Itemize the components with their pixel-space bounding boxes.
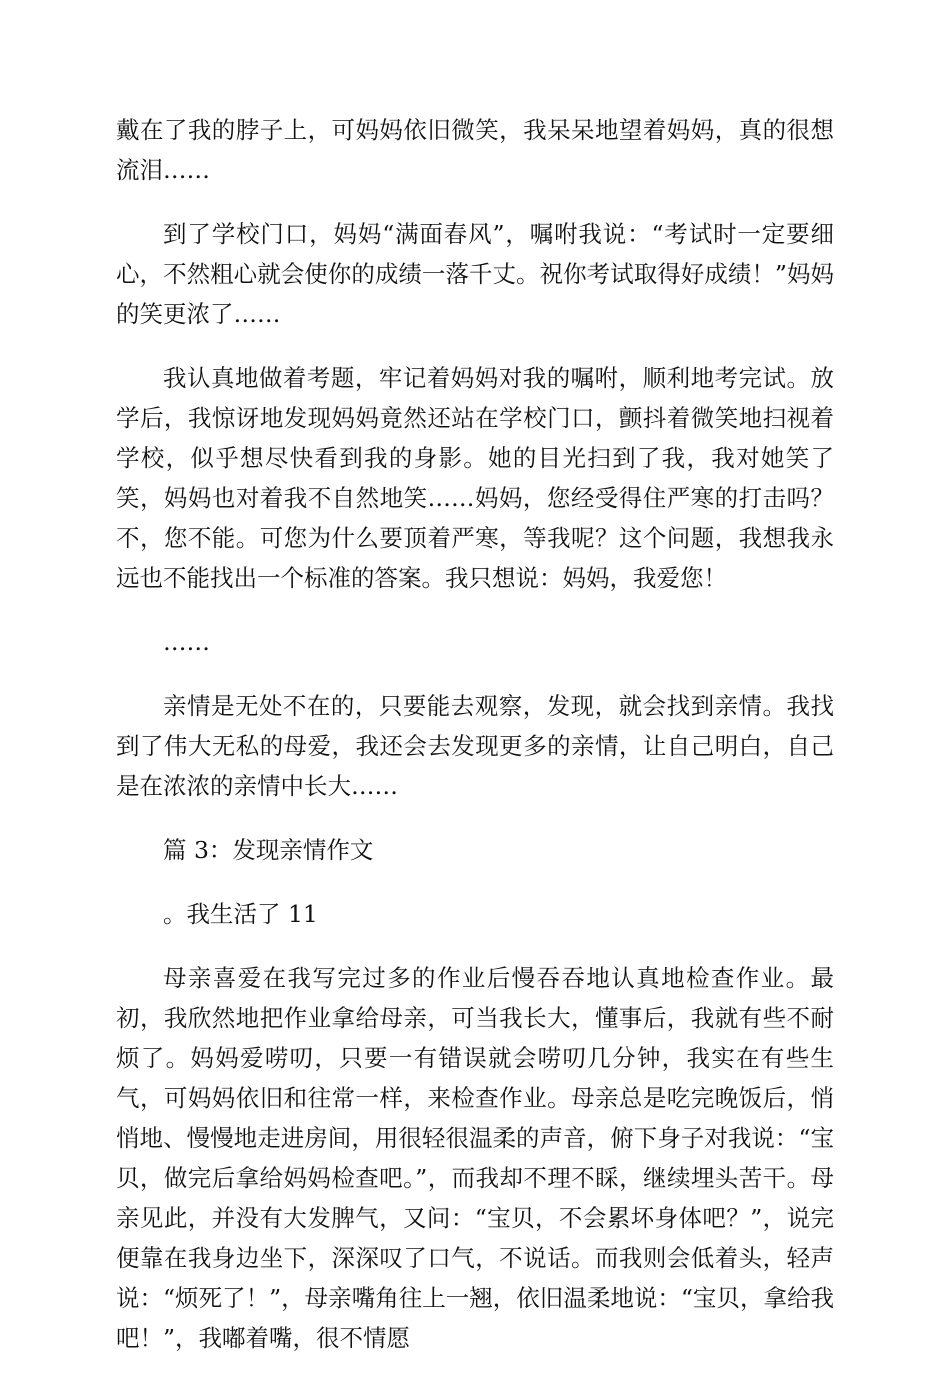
paragraph-conclusion: 亲情是无处不在的，只要能去观察，发现，就会找到亲情。我找到了伟大无私的母爱，我还会去发现更多的亲情，让自己明白，自己是在浓浓的亲情中长大……: [116, 692, 834, 800]
section-heading: 篇 3：发现亲情作文: [163, 836, 374, 864]
paragraph-fragment: 。我生活了 11: [163, 900, 318, 928]
document-body: [116, 110, 834, 1382]
paragraph-school-gate: 到了学校门口，妈妈“满面春风”，嘱咐我说：“考试时一定要细心，不然粗心就会使你的成绩一落千丈。祝你考试取得好成绩！”妈妈的笑更浓了……: [116, 220, 834, 328]
paragraph-continued: 戴在了我的脖子上，可妈妈依旧微笑，我呆呆地望着妈妈，真的很想流泪……: [116, 116, 834, 184]
paragraph-exam: 我认真地做着考题，牢记着妈妈对我的嘱咐，顺利地考完试。放学后，我惊讶地发现妈妈竟然还站在学校门口，颤抖着微笑地扫视着学校，似乎想尽快看到我的身影。她的目光扫到了我，我对她笑了笑，妈妈也对着我不自然地笑……妈妈，您经受得住严寒的打击吗？不，您不能。可您为什么要顶着严寒，等我呢？这个问题，我想我永远也不能找出一个标准的答案。我只想说：妈妈，我爱您！: [116, 364, 834, 592]
paragraph-homework: 母亲喜爱在我写完过多的作业后慢吞吞地认真地检查作业。最初，我欣然地把作业拿给母亲，可当我长大，懂事后，我就有些不耐烦了。妈妈爱唠叨，只要一有错误就会唠叨几分钟，我实在有些生气，可妈妈依旧和往常一样，来检查作业。母亲总是吃完晚饭后，悄悄地、慢慢地走进房间，用很轻很温柔的声音，俯下身子对我说：“宝贝，做完后拿给妈妈检查吧。”，而我却不理不睬，继续埋头苦干。母亲见此，并没有大发脾气，又问：“宝贝，不会累坏身体吧？”，说完便靠在我身边坐下，深深叹了口气，不说话。而我则会低着头，轻声说：“烦死了！”，母亲嘴角往上一翘，依旧温柔地说：“宝贝，拿给我吧！”，我嘟着嘴，很不情愿: [116, 964, 834, 1352]
paragraph-ellipsis: ……: [163, 628, 210, 656]
